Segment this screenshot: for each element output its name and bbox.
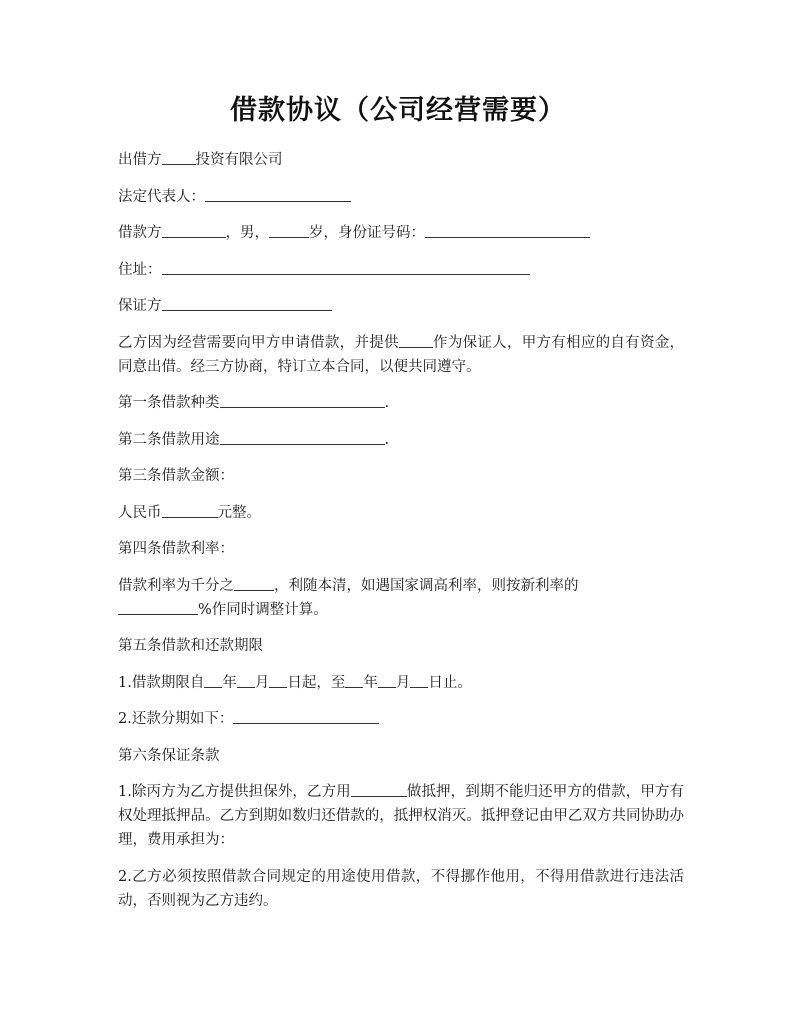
article-3-label: 第三条借款金额： [118,468,234,484]
term-start: 1.借款期限自 [118,674,205,691]
guarantor-label: 保证方 [118,298,162,314]
clause-2-text: 2.乙方必须按照借款合同规定的用途使用借款，不得挪作他用，不得用借款进行违法活动，否则视为乙方违约。 [118,868,684,909]
rate-permille-blank [234,575,274,591]
article-5-label: 第五条借款和还款期限 [118,638,263,654]
article-2-end: . [384,431,390,448]
article-1-label: 第一条借款种类 [118,395,220,411]
installment-label: 2.还款分期如下： [118,711,234,727]
clause-1-part1: 1.除丙方为乙方提供担保外，乙方用 [118,784,351,800]
intro-guarantor-blank [399,332,433,348]
term-day-2: 日止。 [428,674,472,691]
term-year-2: 年 [363,674,378,691]
address-label: 住址： [118,261,162,278]
term-month-1: 月 [254,674,270,691]
address-line [118,258,684,282]
intro-part1: 乙方因为经营需要向甲方申请借款，并提供 [118,334,399,351]
rate-part2: ，利随本清，如遇国家调高利率，则按新利率的 [274,577,579,594]
article-1-blank [220,392,385,408]
article-1 [118,391,684,415]
legal-rep-line [118,185,684,209]
rate-paragraph [118,574,684,622]
installment-line [118,707,684,731]
term-month-blank-2 [378,672,396,688]
address-blank [162,259,530,275]
intro-paragraph [118,331,684,379]
term-day-1: 日起，至 [287,674,346,691]
term-year-blank-1 [204,672,222,688]
article-2 [118,428,684,452]
lender-suffix: 投资有限公司 [195,152,283,168]
amount-suffix: 元整。 [217,504,261,521]
intro-part2: 作为保证人，甲方有相应的自有资金，同意出借。经三方协商，特订立本合同，以便共同遵守。 [118,334,685,375]
term-day-blank-1 [269,672,287,688]
guarantor-line [118,294,684,318]
article-3 [118,464,684,488]
rate-part1: 借款利率为千分之 [118,577,234,594]
clause-1-part2: 做抵押，到期不能归还甲方的借款，甲方有权处理抵押品。乙方到期如数归还借款的，抵押权消灭。抵押登记由甲乙双方共同协助办理，费用承担为： [118,784,684,848]
guarantee-clause-2 [118,865,684,913]
article-6-label: 第六条保证条款 [118,747,220,764]
article-5 [118,634,684,658]
document-body [118,148,684,925]
article-2-blank [220,429,385,445]
lender-prefix: 出借方 [118,152,162,168]
borrower-id-blank [425,222,590,238]
guarantee-clause-1 [118,780,684,852]
document-title: 借款协议（公司经营需要） [230,95,566,126]
amount-blank [162,502,218,518]
term-day-blank-2 [410,672,428,688]
guarantor-blank [162,295,332,311]
amount-line [118,501,684,525]
term-month-blank-1 [237,672,255,688]
legal-rep-blank [205,186,351,202]
legal-rep-label: 法定代表人： [118,188,205,205]
borrower-line [118,221,684,245]
term-line [118,671,684,695]
borrower-gender: ，男， [225,225,269,241]
rate-percent-blank [118,599,198,615]
amount-prefix: 人民币 [118,504,162,521]
term-year-blank-2 [345,672,363,688]
lender-blank [162,149,196,165]
article-1-end: . [384,395,390,411]
borrower-age-blank [269,222,309,238]
term-month-2: 月 [395,674,411,691]
term-year-1: 年 [222,674,237,691]
clause-1-collateral-blank [351,781,407,797]
installment-blank [233,708,379,724]
article-4-label: 第四条借款利率： [118,541,234,557]
borrower-age-suffix: 岁，身份证号码： [309,225,425,241]
article-6 [118,744,684,768]
article-2-label: 第二条借款用途 [118,431,220,448]
rate-part3: %作同时调整计算。 [198,601,328,618]
borrower-prefix: 借款方 [118,225,162,241]
borrower-name-blank [162,222,226,238]
lender-line [118,148,684,172]
article-4 [118,537,684,561]
